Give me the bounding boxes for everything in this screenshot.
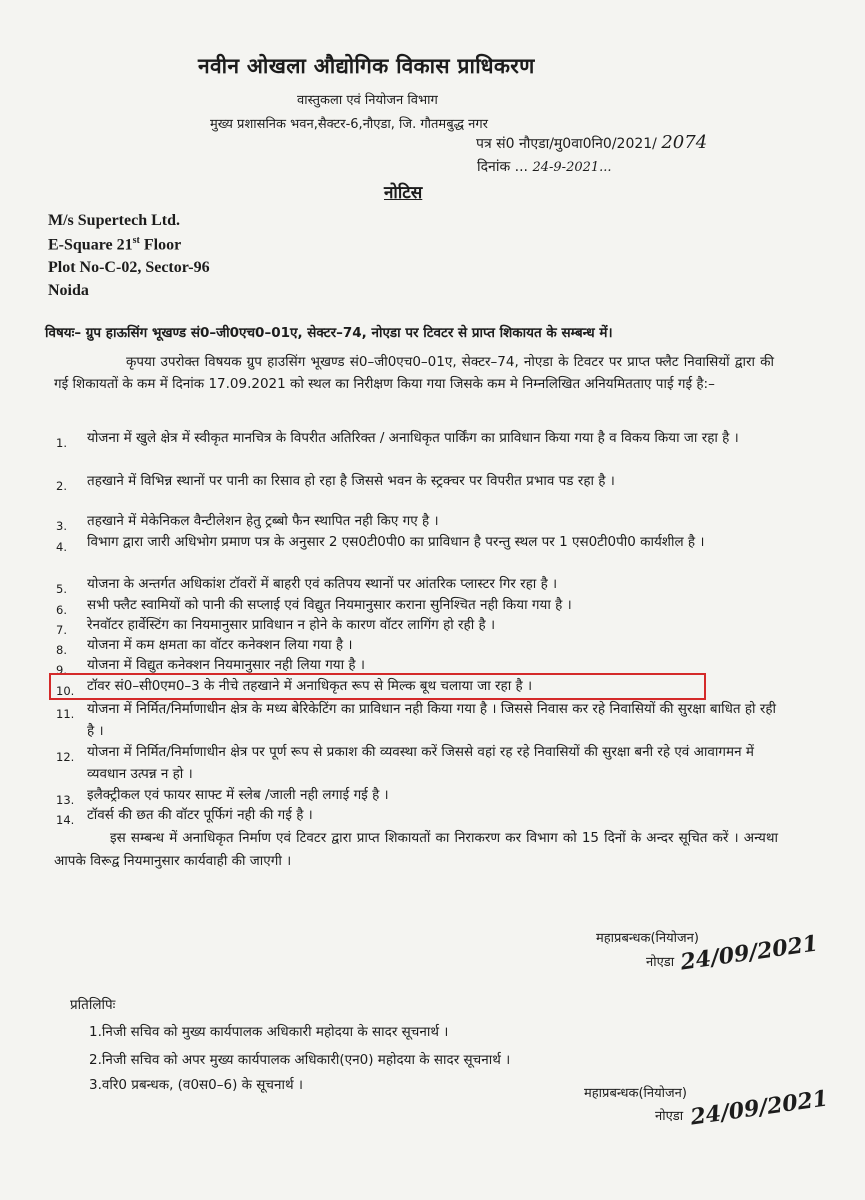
list-item-number: 4. xyxy=(56,540,67,554)
reference-text: पत्र सं0 नौएडा/मु0वा0नि0/2021/ xyxy=(476,136,657,152)
recipient-line-3: Plot No-C-02, Sector-96 xyxy=(48,259,210,276)
list-item-number: 7. xyxy=(56,623,67,637)
list-item-number: 13. xyxy=(56,793,75,807)
list-item-number: 9. xyxy=(56,663,67,677)
list-item-text: योजना में विद्युत कनेक्शन नियमानुसार नही लिया गया है । xyxy=(87,657,366,673)
list-item-text: रेनवॉटर हार्वेस्टिंग का नियमानुसार प्राविधान न होने के कारण वॉटर लागिंग हो रही है । xyxy=(87,617,496,633)
list-item xyxy=(56,573,786,595)
cc-item: 2.निजी सचिव को अपर मुख्य कार्यपालक अधिकारी(एन0) महोदया के सादर सूचनार्थ । xyxy=(89,1052,511,1068)
recipient-line-2 xyxy=(48,235,181,254)
list-item-number: 14. xyxy=(56,813,75,827)
cc-item: 3.वरि0 प्रबन्धक, (व0स0–6) के सूचनार्थ । xyxy=(89,1077,304,1093)
list-item-text: तहखाने में विभिन्न स्थानों पर पानी का रिसाव हो रहा है जिससे भवन के स्ट्रक्चर पर विपरीत प्रभाव पड रहा है । xyxy=(87,473,615,489)
list-item-text: योजना के अन्तर्गत अधिकांश टॉवरों में बाहरी एवं कतिपय स्थानों पर आंतरिक प्लास्टर गिर रहा है । xyxy=(87,576,558,592)
list-item-text: योजना में कम क्षमता का वॉटर कनेक्शन लिया गया है । xyxy=(87,637,353,653)
list-item-text: सभी फ्लैट स्वामियों को पानी की सप्लाई एवं विद्युत नियमानुसार कराना सुनिश्चित नही किया गया है । xyxy=(87,597,572,613)
list-item-number: 5. xyxy=(56,582,67,596)
list-item-number: 8. xyxy=(56,643,67,657)
organization-name: नवीन ओखला औद्योगिक विकास प्राधिकरण xyxy=(198,54,535,78)
list-item xyxy=(56,531,786,553)
recipient-line-2-sup: st xyxy=(132,235,140,246)
signature-handwritten-date: 24/09/2021 xyxy=(678,930,820,976)
signature-designation: महाप्रबन्धक(नियोजन) xyxy=(584,1086,687,1101)
list-item-text: योजना में खुले क्षेत्र में स्वीकृत मानचित्र के विपरीत अतिरिक्त / अनाधिकृत पार्किंग का प्राविधान किया गया है व विकय किया जा रहा है । xyxy=(87,430,739,446)
signature-place: नोएडा xyxy=(655,1109,684,1124)
date-handwritten: 24-9-2021... xyxy=(532,160,612,175)
list-item xyxy=(56,470,786,492)
list-item-number: 11. xyxy=(56,707,75,721)
list-item-text: योजना में निर्मित/निर्माणाधीन क्षेत्र के मध्य बेरिकेटिंग का प्राविधान नही किया गया है । जिससे निवास कर रहे निवासियों की सुरक्षा बाधित हो रही है । xyxy=(87,701,777,739)
list-item xyxy=(56,510,786,532)
intro-paragraph: कृपया उपरोक्त विषयक ग्रुप हाउसिंग भूखण्ड सं0–जी0एच0–01ए, सेक्टर–74, नोएडा के टिवटर पर प्राप्त फ्लैट निवासियों द्वारा की गई शिकायतों के कम में दिनांक 17.09.2021 को स्थल का निरीक्षण किया गया जिसके कम मे निम्नलिखित अनियमितताए पाई गई है:– xyxy=(54,354,774,392)
list-item-text: इलैक्ट्रीकल एवं फायर साफ्ट में स्लेब /जाली नही लगाई गई है । xyxy=(87,787,389,803)
cc-title: प्रतिलिपिः xyxy=(70,997,116,1013)
cc-item: 1.निजी सचिव को मुख्य कार्यपालक अधिकारी महोदया के सादर सूचनार्थ । xyxy=(89,1024,449,1040)
office-address: मुख्य प्रशासनिक भवन,सैक्टर-6,नौएडा, जि. गौतमबुद्ध नगर xyxy=(210,117,488,132)
recipient-line-2-main: E-Square 21 xyxy=(48,236,133,254)
list-item xyxy=(56,804,786,826)
date-label: दिनांक ... xyxy=(477,159,529,175)
highlight-box xyxy=(49,673,706,700)
list-item xyxy=(56,784,786,806)
list-item-text: तहखाने में मेकेनिकल वैन्टीलेशन हेतु ट्रब्बो फैन स्थापित नही किए गए है । xyxy=(87,513,439,529)
list-item-number: 12. xyxy=(56,750,75,764)
closing-paragraph: इस सम्बन्ध में अनाधिकृत निर्माण एवं टिवटर द्वारा प्राप्त शिकायतों का निराकरण कर विभाग को 15 दिनों के अन्दर सूचित करें । अन्यथा आपके विरूद्व नियमानुसार कार्यवाही की जाएगी । xyxy=(54,830,778,869)
signature-handwritten-date: 24/09/2021 xyxy=(688,1085,830,1131)
recipient-line-4: Noida xyxy=(48,282,89,299)
department-name: वास्तुकला एवं नियोजन विभाग xyxy=(297,93,438,108)
list-item xyxy=(56,594,786,616)
list-item-number: 2. xyxy=(56,479,67,493)
reference-number xyxy=(476,132,707,153)
signature-designation: महाप्रबन्धक(नियोजन) xyxy=(596,931,699,946)
reference-handwritten: 2074 xyxy=(661,132,708,153)
list-item xyxy=(56,634,786,656)
page-title: नोटिस xyxy=(384,183,423,203)
list-item-text: विभाग द्वारा जारी अधिभोग प्रमाण पत्र के अनुसार 2 एस0टी0पी0 का प्राविधान है परन्तु स्थल पर 1 एस0टी0पी0 कार्यशील है । xyxy=(87,534,705,550)
list-item-number: 6. xyxy=(56,603,67,617)
list-item-number: 10. xyxy=(56,684,75,698)
list-item xyxy=(56,427,786,449)
list-item-text: टॉवर्स की छत की वॉटर पूर्फिगं नही की गई है । xyxy=(87,807,313,823)
list-item-text: योजना में निर्मित/निर्माणाधीन क्षेत्र पर पूर्ण रूप से प्रकाश की व्यवस्था करें जिससे वहां रह रहे निवासियों की सुरक्षा बनी रहे एवं आवागमन में व्यवधान उत्पन्न न हो । xyxy=(87,744,754,782)
recipient-line-2-tail: Floor xyxy=(139,236,182,254)
subject-line: विषयः– ग्रुप हाऊसिंग भूखण्ड सं0–जी0एच0–01ए, सेक्टर–74, नोएडा पर टिवटर से प्राप्त शिकायत के सम्बन्ध में। xyxy=(45,325,613,341)
date-line xyxy=(477,157,612,176)
recipient-line-1: M/s Supertech Ltd. xyxy=(48,212,180,229)
list-item xyxy=(56,614,786,636)
list-item-text: टॉवर सं0–सी0एम0–3 के नीचे तहखाने में अनाधिकृत रूप से मिल्क बूथ चलाया जा रहा है । xyxy=(87,678,533,694)
list-item-number: 1. xyxy=(56,436,67,450)
list-item-number: 3. xyxy=(56,519,67,533)
list-item xyxy=(56,741,786,785)
list-item xyxy=(56,698,786,742)
signature-place: नोएडा xyxy=(646,955,675,970)
